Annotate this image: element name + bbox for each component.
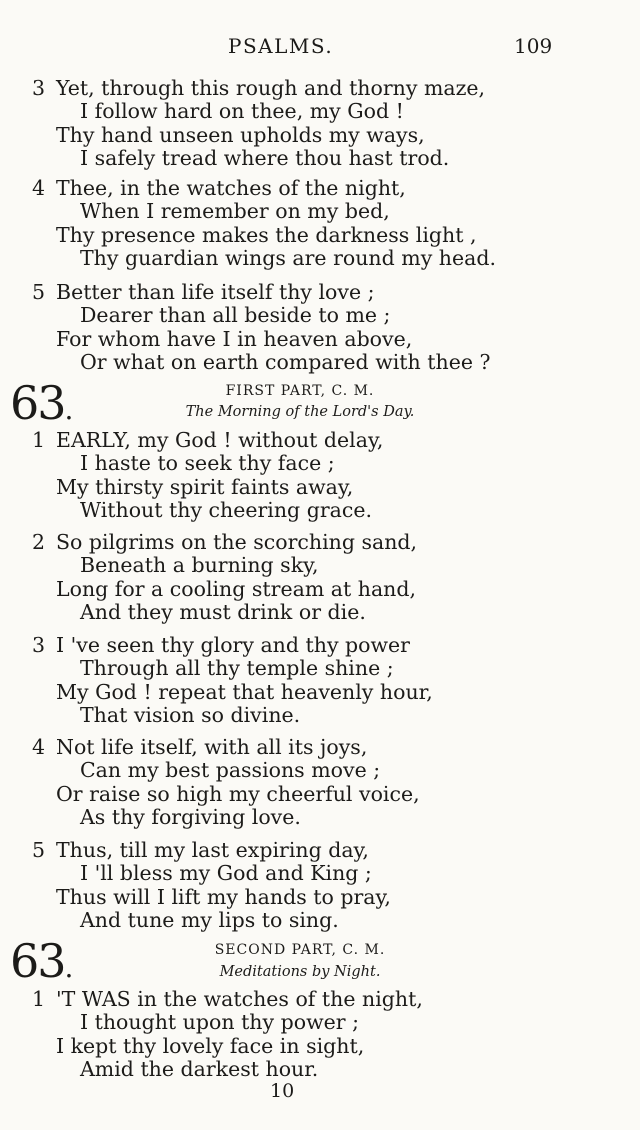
verse-line: Thus will I lift my hands to pray, [56, 884, 391, 909]
verse-line: And they must drink or die. [80, 599, 366, 624]
verse-line: Not life itself, with all its joys, [56, 735, 368, 759]
verse-line: That vision so divine. [80, 702, 301, 727]
verse-line: Or what on earth compared with thee ? [80, 349, 491, 374]
verse-line: When I remember on my bed, [80, 199, 390, 224]
part-title: SECOND PART, C. M. [214, 942, 386, 958]
verse-line: Thy presence makes the darkness light , [56, 222, 477, 247]
hymn-number-value: 63 [10, 376, 65, 430]
verse-line: Dearer than all beside to me ; [80, 303, 391, 328]
verse-line: I follow hard on thee, my God ! [80, 99, 404, 124]
stanza-number: 4 [32, 176, 46, 200]
verse-line: EARLY, my God ! without delay, [56, 428, 384, 452]
page-header [0, 34, 640, 62]
verse-line: Amid the darkest hour. [80, 1056, 319, 1081]
stanza-number: 5 [32, 280, 46, 304]
verse-line: So pilgrims on the scorching sand, [56, 530, 418, 554]
hymn-number-dot: . [64, 393, 72, 426]
verse-line: Thus, till my last expiring day, [56, 838, 369, 862]
stanza-number: 3 [32, 633, 46, 657]
verse-line: Beneath a burning sky, [80, 553, 319, 578]
verse-line: Or raise so high my cheerful voice, [56, 781, 420, 806]
hymn-subtitle: Meditations by Night. [219, 964, 381, 980]
verse-line: For whom have I in heaven above, [56, 326, 413, 351]
verse-line: Without thy cheering grace. [80, 497, 372, 522]
verse-line: I thought upon thy power ; [80, 1010, 359, 1035]
verse-line: Long for a cooling stream at hand, [56, 576, 417, 601]
verse-line: Yet, through this rough and thorny maze, [56, 76, 486, 100]
verse-line: And tune my lips to sing. [80, 907, 339, 932]
stanza-number: 1 [32, 987, 46, 1011]
verse-line: I 've seen thy glory and thy power [56, 633, 410, 657]
page-number: 109 [514, 34, 553, 58]
hymn-number-value: 63 [10, 934, 65, 988]
verse-line: I 'll bless my God and King ; [80, 861, 372, 886]
part-title: FIRST PART, C. M. [225, 383, 375, 399]
verse-line: I safely tread where thou hast trod. [80, 145, 450, 170]
verse-line: My God ! repeat that heavenly hour, [56, 679, 433, 704]
hymn-subtitle: The Morning of the Lord's Day. [185, 404, 415, 420]
stanza-number: 2 [32, 530, 46, 554]
stanza-number: 4 [32, 735, 46, 759]
hymn-number-dot: . [64, 951, 72, 984]
verse-line: I haste to seek thy face ; [80, 451, 335, 476]
verse-line: 'T WAS in the watches of the night, [56, 987, 423, 1011]
running-title: PSALMS. [228, 34, 334, 58]
verse-line: Thy hand unseen upholds my ways, [56, 122, 425, 147]
verse-line: As thy forgiving love. [80, 804, 301, 829]
verse-line: Better than life itself thy love ; [56, 280, 375, 304]
verse-line: Can my best passions move ; [80, 758, 381, 783]
stanza-number: 5 [32, 838, 46, 862]
stanza-number: 3 [32, 76, 46, 100]
verse-line: Thy guardian wings are round my head. [80, 245, 496, 270]
verse-line: I kept thy lovely face in sight, [56, 1033, 365, 1058]
verse-line: My thirsty spirit faints away, [56, 474, 354, 499]
verse-line: Through all thy temple shine ; [80, 656, 394, 681]
verse-line: Thee, in the watches of the night, [56, 176, 406, 200]
signature-mark: 10 [270, 1080, 295, 1102]
stanza-number: 1 [32, 428, 46, 452]
